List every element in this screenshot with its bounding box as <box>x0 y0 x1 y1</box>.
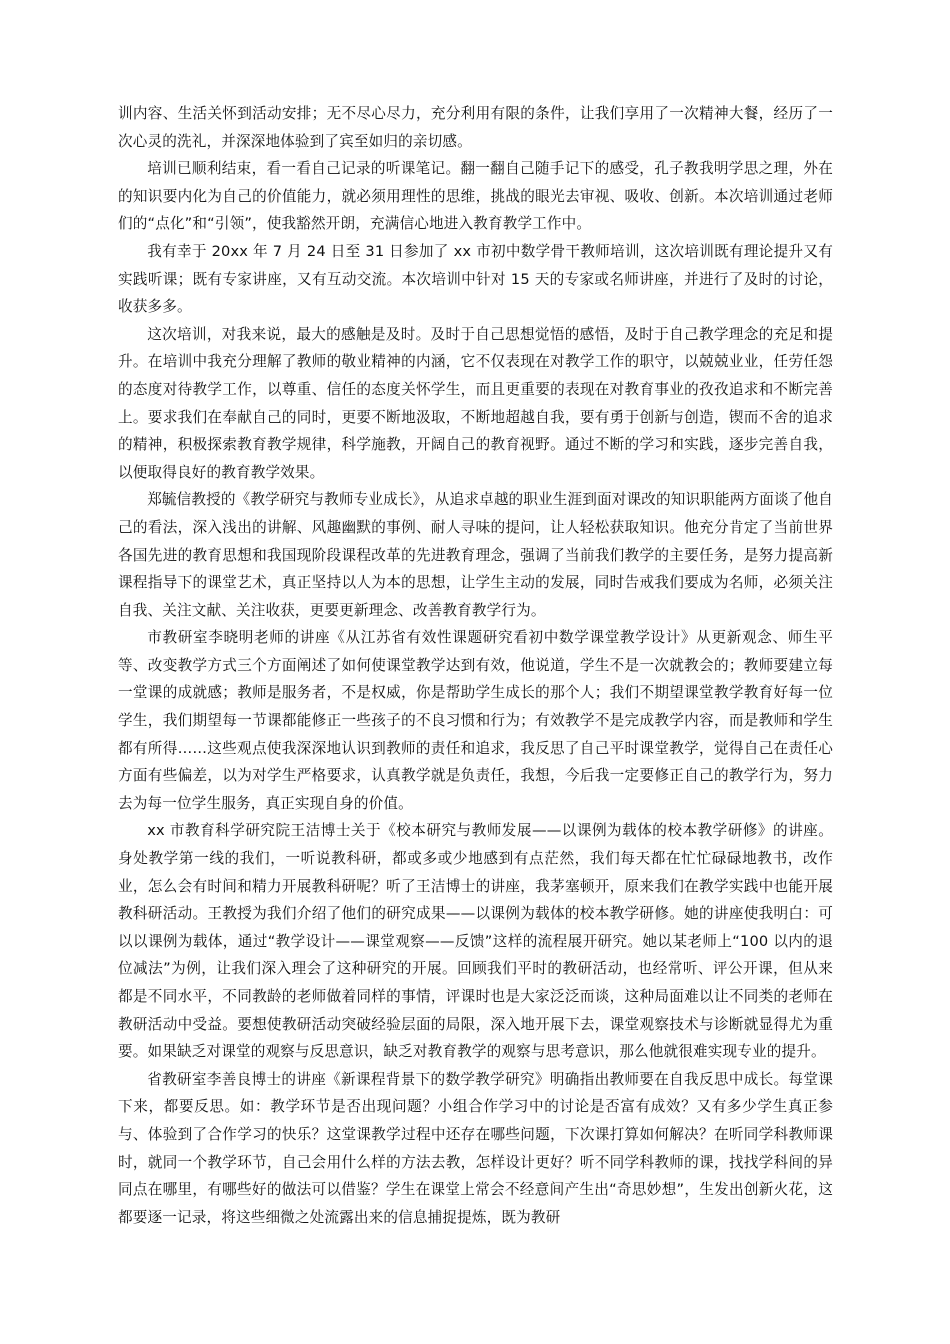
paragraph: 郑毓信教授的《教学研究与教师专业成长》，从追求卓越的职业生涯到面对课改的知识职能两方面谈了他自己的看法，深入浅出的讲解、风趣幽默的事例、耐人寻味的提问，让人轻松获取知识。他充分肯定了当前世界各国先进的教育思想和我国现阶段课程改革的先进教育理念，强调了当前我们教学的主要任务，是努力提高新课程指导下的课堂艺术，真正坚持以人为本的思想，让学生主动的发展，同时告戒我们要成为名师，必须关注自我、关注文献、关注收获，更要更新理念、改善教育教学行为。 <box>118 491 833 619</box>
paragraph: 训内容、生活关怀到活动安排；无不尽心尽力，充分利用有限的条件，让我们享用了一次精神大餐，经历了一次心灵的洗礼，并深深地体验到了宾至如归的亲切感。 <box>118 105 833 150</box>
paragraph: 我有幸于 20xx 年 7 月 24 日至 31 日参加了 xx 市初中数学骨干教师培训，这次培训既有理论提升又有实践听课；既有专家讲座，又有互动交流。本次培训中针对 15 天的专家或名师讲座，并进行了及时的讨论，收获多多。 <box>118 242 833 316</box>
paragraph: 市教研室李晓明老师的讲座《从江苏省有效性课题研究看初中数学课堂教学设计》从更新观念、师生平等、改变教学方式三个方面阐述了如何使课堂教学达到有效，他说道，学生不是一次就教会的；教师要建立每一堂课的成就感；教师是服务者，不是权威，你是帮助学生成长的那个人；我们不期望课堂教学教育好每一位学生，我们期望每一节课都能修正一些孩子的不良习惯和行为；有效教学不是完成教学内容，而是教师和学生都有所得……这些观点使我深深地认识到教师的责任和追求，我反思了自己平时课堂教学，觉得自己在责任心方面有些偏差，以为对学生严格要求，认真教学就是负责任，我想，今后我一定要修正自己的教学行为，努力去为每一位学生服务，真正实现自身的价值。 <box>118 629 833 812</box>
document-body <box>118 100 833 1231</box>
paragraph: 省教研室李善良博士的讲座《新课程背景下的数学教学研究》明确指出教师要在自我反思中成长。每堂课下来，都要反思。如：教学环节是否出现问题？小组合作学习中的讨论是否富有成效？又有多少学生真正参与、体验到了合作学习的快乐？这堂课教学过程中还存在哪些问题，下次课打算如何解决？在听同学科教师课时，就同一个教学环节，自己会用什么样的方法去教，怎样设计更好？听不同学科教师的课，找找学科间的异同点在哪里，有哪些好的做法可以借鉴？学生在课堂上常会不经意间产生出“奇思妙想”，生发出创新火花，这都要逐一记录，将这些细微之处流露出来的信息捕捉提炼，既为教研 <box>118 1070 833 1226</box>
paragraph: 这次培训，对我来说，最大的感触是及时。及时于自己思想觉悟的感悟，及时于自己教学理念的充足和提升。在培训中我充分理解了教师的敬业精神的内涵，它不仅表现在对教学工作的职守，以兢兢业业，任劳任怨的态度对待教学工作，以尊重、信任的态度关怀学生，而且更重要的表现在对教育事业的孜孜追求和不断完善上。要求我们在奉献自己的同时，更要不断地汲取，不断地超越自我，要有勇于创新与创造，锲而不舍的追求的精神，积极探索教育教学规律，科学施教，开阔自己的教育视野。通过不断的学习和实践，逐步完善自我，以便取得良好的教育教学效果。 <box>118 325 833 481</box>
paragraph: xx 市教育科学研究院王洁博士关于《校本研究与教师发展——以课例为载体的校本教学研修》的讲座。身处教学第一线的我们，一听说教科研，都或多或少地感到有点茫然，我们每天都在忙忙碌碌地教书，改作业，怎么会有时间和精力开展教科研呢？听了王洁博士的讲座，我茅塞顿开，原来我们在教学实践中也能开展教科研活动。王教授为我们介绍了他们的研究成果——以课例为载体的校本教学研修。她的讲座使我明白：可以以课例为载体，通过“教学设计——课堂观察——反馈”这样的流程展开研究。她以某老师上“100 以内的退位减法”为例，让我们深入理会了这种研究的开展。回顾我们平时的教研活动，也经常听、评公开课，但从来都是不同水平，不同教龄的老师做着同样的事情，评课时也是大家泛泛而谈，这种局面难以让不同类的老师在教研活动中受益。要想使教研活动突破经验层面的局限，深入地开展下去，课堂观察技术与诊断就显得尤为重要。如果缺乏对课堂的观察与反思意识，缺乏对教育教学的观察与思考意识，那么他就很难实现专业的提升。 <box>118 822 833 1061</box>
paragraph: 培训已顺利结束，看一看自己记录的听课笔记。翻一翻自己随手记下的感受，孔子教我明学思之理，外在的知识要内化为自己的价值能力，就必须用理性的思维，挑战的眼光去审视、吸收、创新。本次培训通过老师们的“点化”和“引领”，使我豁然开朗，充满信心地进入教育教学工作中。 <box>118 160 833 233</box>
